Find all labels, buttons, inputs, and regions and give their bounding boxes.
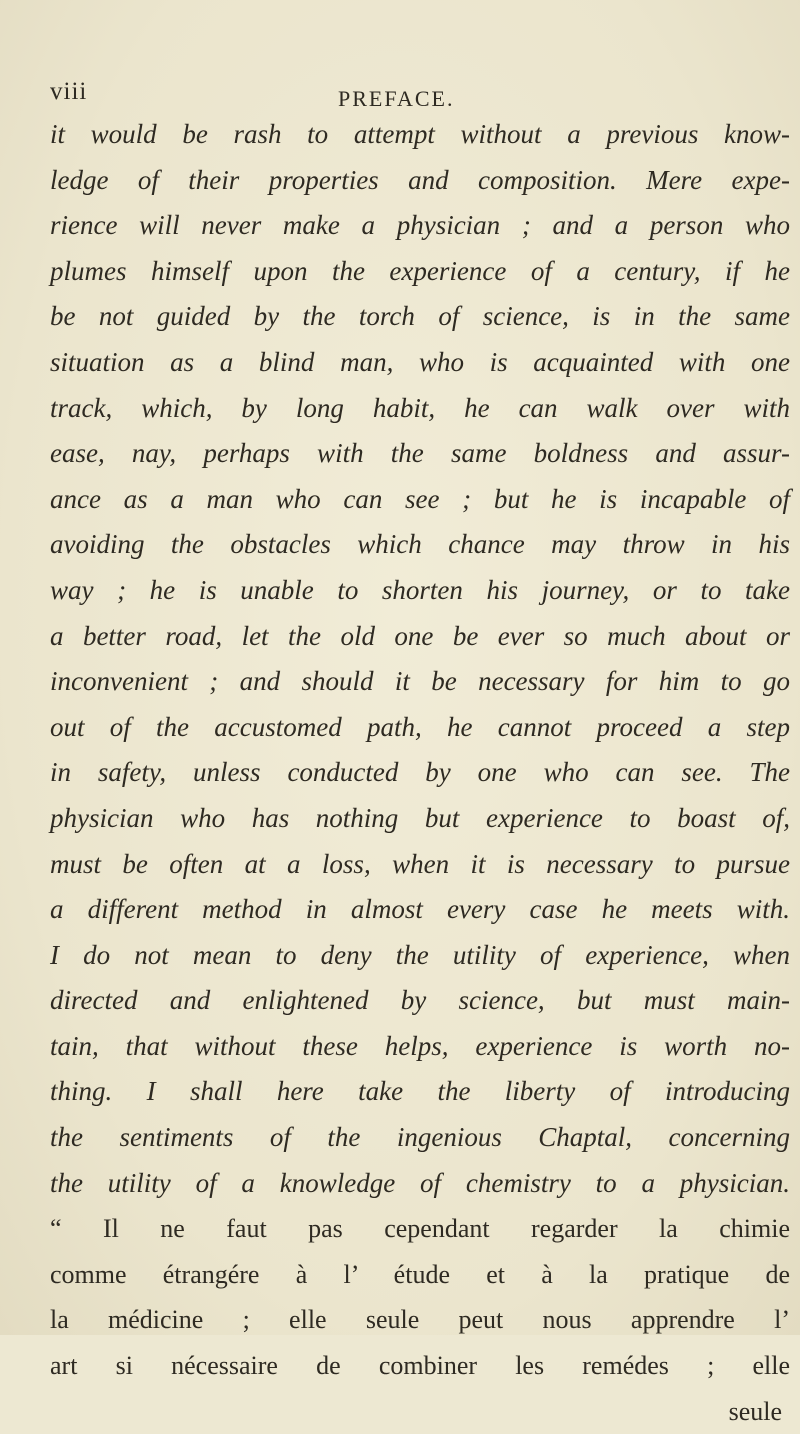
text-line: thing. I shall here take the liberty of introducing [50,1076,790,1107]
text-line: avoiding the obstacles which chance may throw in his [50,529,790,560]
text-line: plumes himself upon the experience of a century, if he [50,255,790,286]
running-head: PREFACE. [338,86,455,111]
text-line: situation as a blind man, who is acquainted with one [50,346,790,377]
text-line: track, which, by long habit, he can walk over with [50,392,790,423]
quote-line: art si nécessaire de combiner les remédes ; elle [50,1351,790,1381]
text-line: rience will never make a physician ; and a person who [50,210,790,241]
text-line: it would be rash to attempt without a previous know- [50,119,790,149]
text-line: directed and enlightened by science, but must main- [50,985,790,1016]
text-line: I do not mean to deny the utility of experience, when [50,939,790,970]
quote-line: comme étrangére à l’ étude et à la pratique de [50,1259,790,1289]
text-line: the sentiments of the ingenious Chaptal, concerning [50,1122,790,1153]
text-line: the utility of a knowledge of chemistry to a physician. [50,1167,790,1198]
text-line: a different method in almost every case he meets with. [50,894,790,925]
text-line: physician who has nothing but experience to boast of, [50,802,790,833]
text-line: tain, that without these helps, experience is worth no- [50,1030,790,1061]
text-line: way ; he is unable to shorten his journey, or to take [50,574,790,605]
text-line: in safety, unless conducted by one who can see. The [50,757,790,788]
quote-line: “ Il ne faut pas cependant regarder la chimie [50,1214,790,1244]
text-line: out of the accustomed path, he cannot proceed a step [50,711,790,742]
text-line: a better road, let the old one be ever so much about or [50,620,790,651]
catchword: seule [728,1396,782,1426]
text-line: inconvenient ; and should it be necessary for him to go [50,666,790,697]
body-text [50,112,790,1434]
page-number: viii [50,78,88,105]
text-line: be not guided by the torch of science, is in the same [50,301,790,332]
quote-line: la médicine ; elle seule peut nous apprendre l’ [50,1305,790,1335]
text-line: ance as a man who can see ; but he is incapable of [50,483,790,514]
text-line: must be often at a loss, when it is necessary to pursue [50,848,790,879]
text-line: ledge of their properties and composition. Mere expe- [50,164,790,195]
text-line: ease, nay, perhaps with the same boldness and assur- [50,438,790,469]
